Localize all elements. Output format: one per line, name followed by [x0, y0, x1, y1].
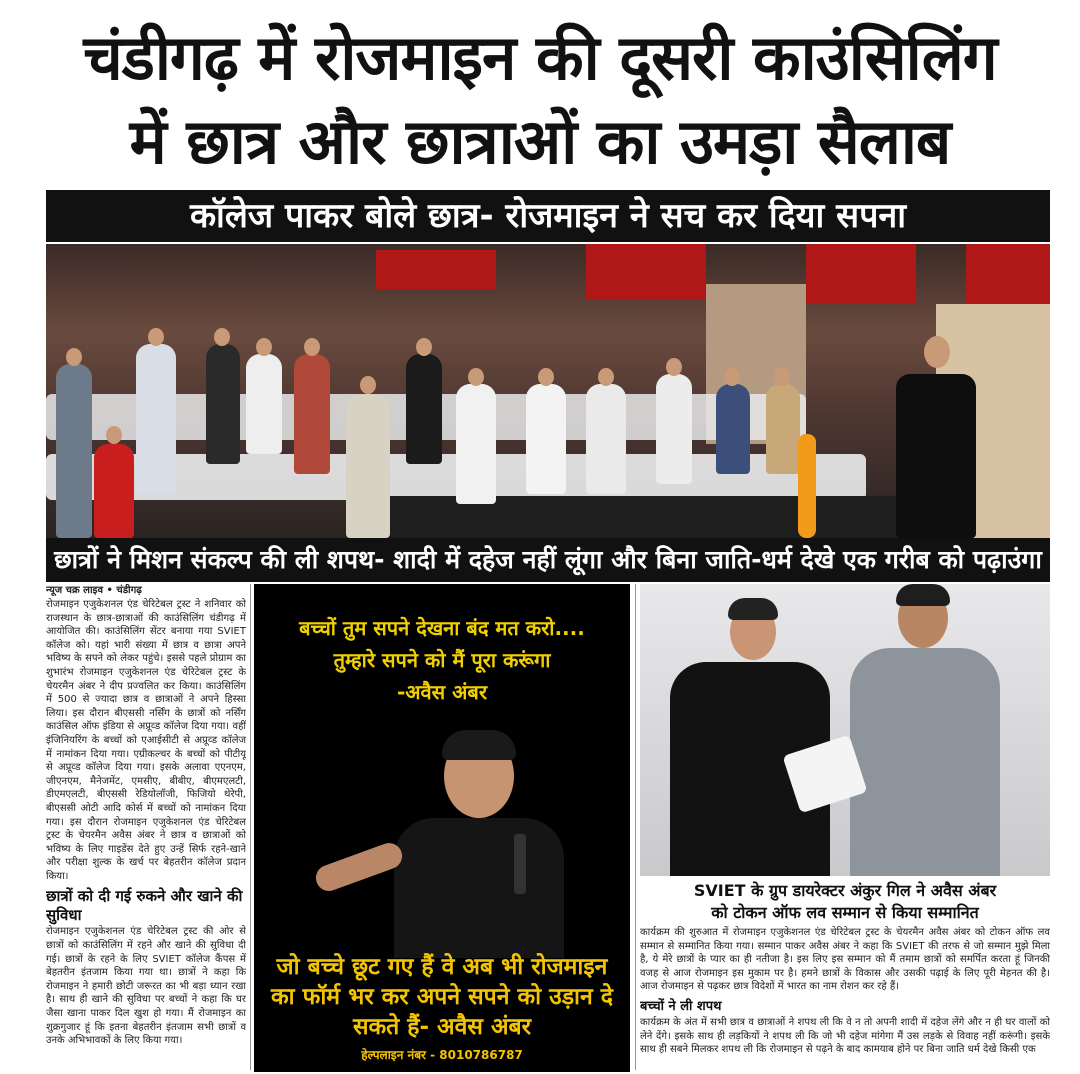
column-divider	[250, 584, 251, 1070]
headline-line-1: चंडीगढ़ में रोजमाइन की दूसरी काउंसिलिंग	[83, 21, 997, 94]
right-paragraph-1: कार्यक्रम की शुरुआत में रोजमाइन एजुकेशनल एंड चेरिटेबल ट्रस्ट के चेयरमैन अवैस अंबर को टोकन ऑफ लव सम्मान से सम्मानित किया गया। सम्मान पाकर अवैस अंबर ने कहा कि SVIET की तरफ से जो सम्मान मुझे मिला है, ये मेरे छात्रों के प्यार का ही नतीजा है। इस लिए इस सम्मान को मैं तमाम छात्रों को समर्पित करता हूं जिनकी वजह से आज रोजमाइन इस मुकाम पर है। हमने छात्रों के विकास और उसकी पढ़ाई के लिए पूरी मेहनत की है। आज रोजमाइन से पढ़कर छात्र विदेशों में भारत का नाम रोशन कर रहे हैं।	[640, 927, 1050, 993]
right-article-column	[640, 926, 1050, 1070]
award-caption-line-1: SVIET के ग्रुप डायरेक्टर अंकुर गिल ने अवैस अंबर	[693, 881, 997, 900]
left-article-column	[46, 584, 246, 1070]
left-paragraph-1: रोजमाइन एजुकेशनल एंड चेरिटेबल ट्रस्ट ने शनिवार को राजस्थान के छात्र-छात्राओं की काउंसिलिंग चंडीगढ़ में आयोजित की। काउंसिलिंग सेंटर बनाया गया SVIET कॉलेज को। यहां भारी संख्या में छात्र व छात्रा अपने भविष्य के सपने को लेकर पहुंचे। इससे पहले प्रोग्राम का शुभारंभ रोजमाइन एजुकेशनल एंड चेरिटेबल ट्रस्ट के चेयरमैन अंबर ने दीप प्रज्वलित कर किया। काउंसिलिंग में 500 से ज्यादा छात्र व छात्राओं ने अपने हिस्सा लिया। इस दौरान बीएससी नर्सिंग के छात्रों को नर्सिंग काउंसिल ऑफ इंडिया से अप्रूव्ड कॉलेज दिया गया। वहीं इंजिनियरिंग के बच्चों को एआईसीटी से अप्रूव्ड कॉलेज में नामांकन दिया गया। एग्रीकल्चर के बच्चों को पीटीयू से अप्रूव्ड कॉलेज दिया गया। इसके अलावा एएनएम, जीएनएम, मैनेजमेंट, एमसीए, बीबीए, बीएमएलटी, डीएमएलटी, बीएससी रेडियोलॉजी, फिजियो थेरेपी, बीएससी ओटी आदि कोर्स में बच्चों को नामांकन दिया गया। इस दौरान रोजमाइन एजुकेशनल एंड चेरिटेबल ट्रस्ट के चेयरमैन अवैस अंबर ने छात्र व छात्राओं को भविष्य के लिए गाइडेंस देते हुए उन्हें सिर्फ रहने-खाने और परीक्षा शुल्क के खर्च पर बेहतरीन कॉलेज प्रदान किया।	[46, 599, 246, 882]
headline-line-2: में छात्र और छात्राओं का उमड़ा सैलाब	[129, 105, 951, 178]
poster-quote-line-2: तुम्हारे सपने को मैं पूरा करूंगा	[333, 648, 551, 672]
award-caption-line-2: को टोकन ऑफ लव सम्मान से किया सम्मानित	[711, 903, 979, 922]
left-subhead: छात्रों को दी गई रुकने और खाने की सुविधा	[46, 887, 243, 925]
auditorium-photo	[46, 244, 1050, 538]
award-photo	[640, 584, 1050, 876]
award-photo-caption	[640, 880, 1050, 924]
helpline-number: हेल्पलाइन नंबर - 8010786787	[361, 1048, 523, 1062]
right-paragraph-2: कार्यक्रम के अंत में सभी छात्र व छात्राओं ने शपथ ली कि वे न तो अपनी शादी में दहेज लेंगे और न ही घर वालों को लेने देंगे। इसके साथ ही लड़कियों ने शपथ ली कि जो भी दहेज मांगेगा मैं उस लड़के से विवाह नहीं करूंगी। इसके साथ ही सबने मिलकर शपथ ली कि रोजमाइन से पढ़ने के बाद कामयाब होने पर बिना जाति धर्म देखे किसी एक	[640, 1016, 1050, 1056]
column-divider	[635, 584, 636, 1070]
main-photo-caption: छात्रों ने मिशन संकल्प की ली शपथ- शादी में दहेज नहीं लूंगा और बिना जाति-धर्म देखे एक गरीब को पढ़ाउंगा	[46, 538, 1050, 582]
poster-quote-line-1: बच्चों तुम सपने देखना बंद मत करो....	[299, 616, 585, 640]
poster-quote-top	[254, 612, 630, 708]
byline: न्यूज चक्र लाइव • चंडीगढ़	[46, 585, 142, 596]
poster-quote-bottom: जो बच्चे छूट गए हैं वे अब भी रोजमाइन का फॉर्म भर कर अपने सपने को उड़ान दे सकते हैं- अवैस अंबर	[270, 954, 613, 1040]
subheadline-bar: कॉलेज पाकर बोले छात्र- रोजमाइन ने सच कर दिया सपना	[46, 190, 1050, 242]
poster-quote-attribution: -अवैस अंबर	[396, 680, 488, 704]
speaker-photo	[394, 734, 564, 954]
quote-poster	[254, 584, 630, 1072]
right-subhead: बच्चों ने ली शपथ	[640, 998, 722, 1014]
left-paragraph-2: रोजमाइन एजुकेशनल एंड चेरिटेबल ट्रस्ट की ओर से छात्रों को काउंसिलिंग में रहने और खाने की सुविधा दी गई। छात्रों के रहने के लिए SVIET कॉलेज कैंपस में बेहतरीन इंतजाम किया गया था। छात्रों ने कहा कि रोजमाइन ने हमारी छोटी जरूरत का भी बड़ा ध्यान रखा है। साथ ही खाने की सुविधा पर बच्चों ने कहा कि घर जैसा खाना पाकर दिल खुश हो गया। मैं रोजमाइन का शुक्रगुजार हूं कि इतना बेहतरीन इंतजाम सभी छात्रों व उनके अभिभावकों के लिए किया गया।	[46, 926, 246, 1047]
headline	[0, 0, 1080, 188]
